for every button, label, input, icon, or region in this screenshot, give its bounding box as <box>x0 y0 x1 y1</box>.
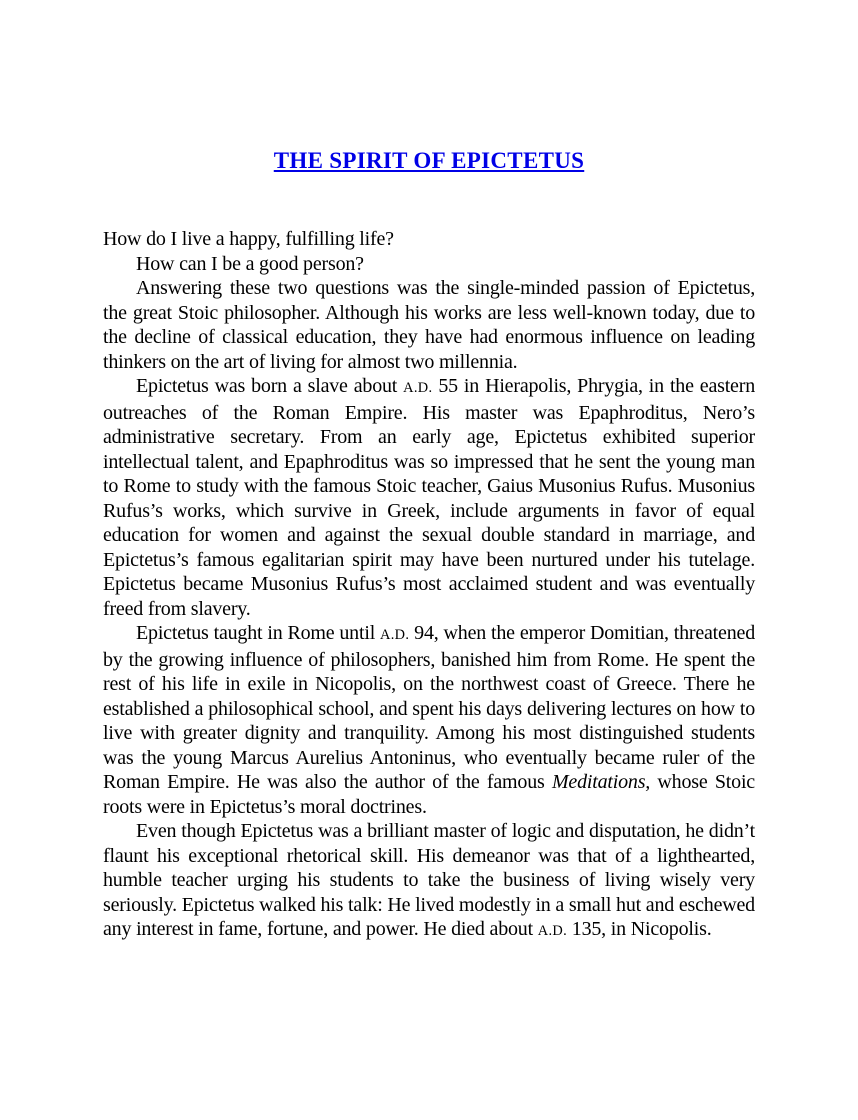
era-abbreviation: A.D. <box>403 380 433 396</box>
paragraph <box>103 621 755 819</box>
text-run: Even though Epictetus was a brilliant master of logic and disputation, he didn’t flaunt his exceptional rhetorical skill. His demeanor was that of a lighthearted, humble teacher urging his students to take the business of living wisely very seriously. Epictetus walked his talk: He lived modestly in a small hut and eschewed any interest in fame, fortune, and power. He died about <box>103 820 755 940</box>
text-run: 55 in Hierapolis, Phrygia, in the eastern outreaches of the Roman Empire. His master was Epaphroditus, Nero’s administrative secretary. From an early age, Epictetus exhibited superior intellectual talent, and Epaphroditus was so impressed that he sent the young man to Rome to study with the famous Stoic teacher, Gaius Musonius Rufus. Musonius Rufus’s works, which survive in Greek, include arguments in favor of equal education for women and against the sexual double standard in marriage, and Epictetus’s famous egalitarian spirit may have been nurtured under his tutelage. Epictetus became Musonius Rufus’s most acclaimed student and was eventually freed from slavery. <box>103 375 755 620</box>
chapter-title-link[interactable]: THE SPIRIT OF EPICTETUS <box>273 148 585 173</box>
paragraph <box>103 252 755 277</box>
text-run: How can I be a good person? <box>136 252 364 275</box>
text-run: Epictetus was born a slave about <box>136 375 404 397</box>
era-abbreviation: A.D. <box>380 627 410 643</box>
era-abbreviation: A.D. <box>537 923 567 939</box>
paragraph <box>103 374 755 621</box>
text-run: Epictetus taught in Rome until <box>136 622 381 644</box>
paragraph <box>103 276 755 374</box>
text-run: whose Stoic roots were in Epictetus’s moral doctrines. <box>103 771 755 818</box>
text-column <box>0 148 858 944</box>
text-run: How do I live a happy, fulfilling life? <box>103 228 394 250</box>
text-run: 135, in Nicopolis. <box>566 918 712 940</box>
book-title-italic: Meditations, <box>551 771 651 793</box>
chapter-body <box>103 227 755 944</box>
text-run: Answering these two questions was the single-minded passion of Epictetus, the great Stoic philosopher. Although his works are less well-known today, due to the decline of classical education, they have had enormous influence on leading thinkers on the art of living for almost two millennia. <box>103 277 755 373</box>
paragraph <box>103 227 755 252</box>
text-run: 94, when the emperor Domitian, threatened by the growing influence of philosophers, banished him from Rome. He spent the rest of his life in exile in Nicopolis, on the northwest coast of Greece. There he established a philosophical school, and spent his days delivering lectures on how to live with greater dignity and tranquility. Among his most distinguished students was the young Marcus Aurelius Antoninus, who eventually became ruler of the Roman Empire. He was also the author of the famous <box>103 622 755 793</box>
paragraph <box>103 819 755 944</box>
